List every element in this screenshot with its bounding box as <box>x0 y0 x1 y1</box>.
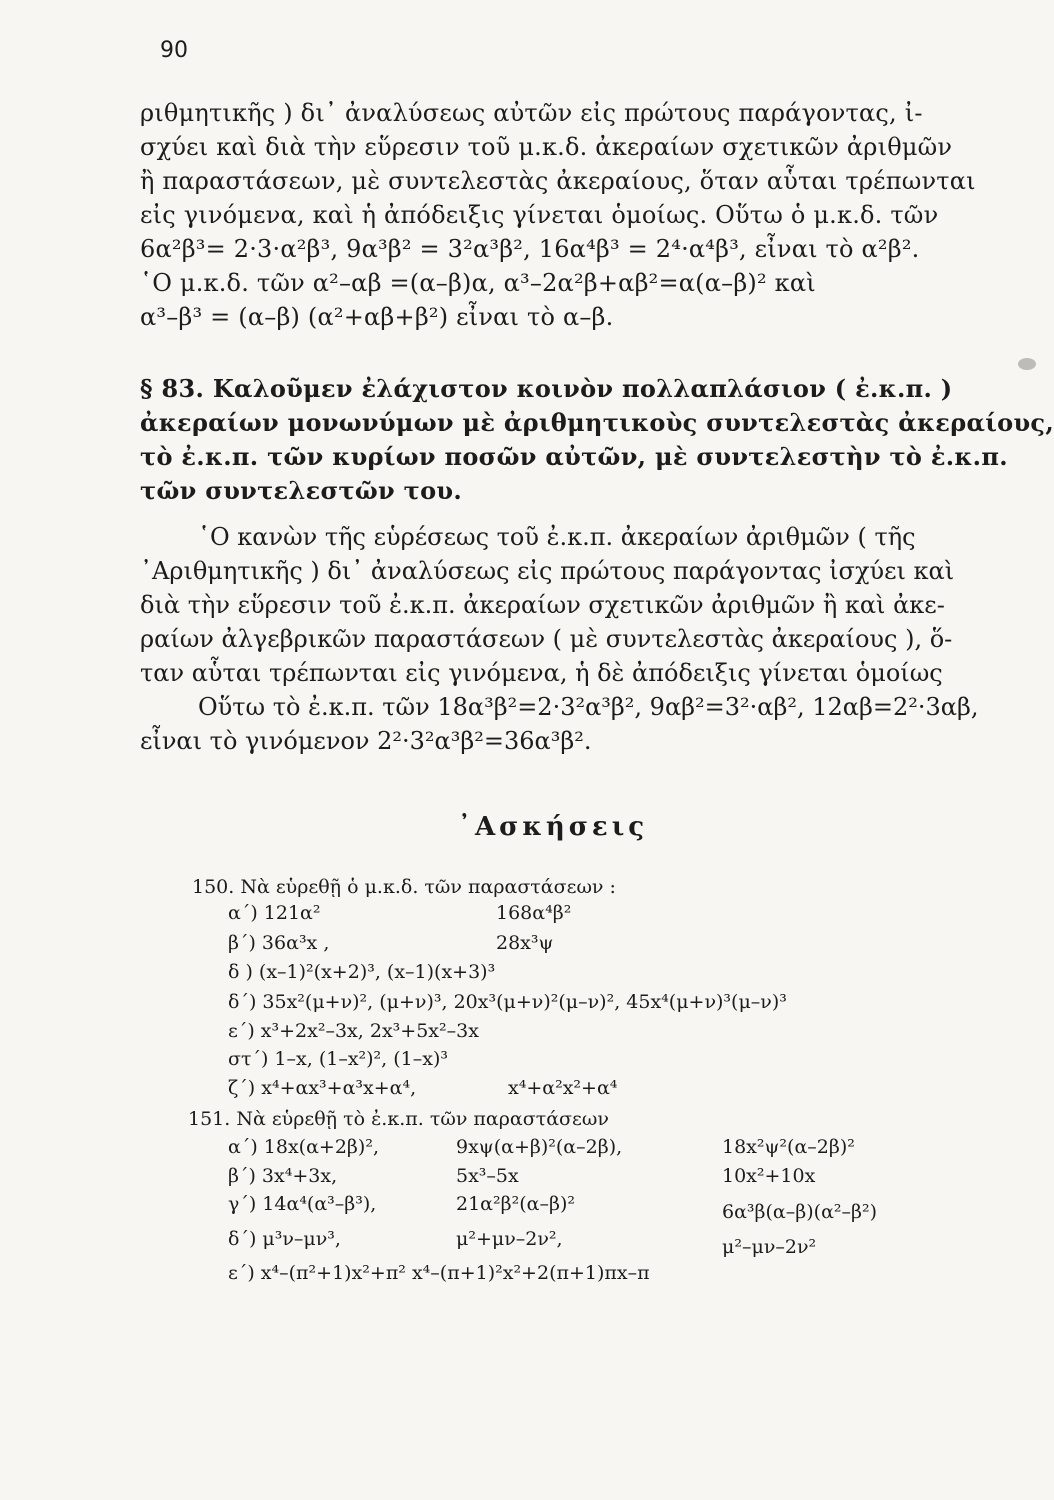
definition-line: § 83. Καλοῦμεν ἐλάχιστον κοινὸν πολλαπλάσιον ( ἐ.κ.π. ) <box>140 374 953 403</box>
exercise-expr: μ²+μν–2ν², <box>456 1228 563 1250</box>
text-line: ῾Ο μ.κ.δ. τῶν α²–αβ =(α–β)α, α³–2α²β+αβ²=α(α–β)² καὶ <box>140 269 816 297</box>
exercise-expr: γ΄) 14α⁴(α³–β³), <box>228 1193 377 1215</box>
text-line: ραίων ἀλγεβρικῶν παραστάσεων ( μὲ συντελεστὰς ἀκεραίους ), ὅ- <box>140 625 953 653</box>
text-line: Οὕτω τὸ ἐ.κ.π. τῶν 18α³β²=2·3²α³β², 9αβ²=3²·αβ², 12αβ=2²·3αβ, <box>198 693 979 721</box>
text-line: α³–β³ = (α–β) (α²+αβ+β²) εἶναι τὸ α–β. <box>140 303 614 331</box>
text-line: ριθμητικῆς ) δι᾽ ἀναλύσεως αὐτῶν εἰς πρώτους παράγοντας, ἰ- <box>140 99 923 127</box>
exercise-expr: β΄) 3x⁴+3x, <box>228 1165 338 1187</box>
exercise-item: δ ) (x–1)²(x+2)³, (x–1)(x+3)³ <box>228 961 496 983</box>
text-line: ἢ παραστάσεων, μὲ συντελεστὰς ἀκεραίους, ὅταν αὗται τρέπωνται <box>140 167 976 195</box>
exercise-expr: μ²–μν–2ν² <box>722 1236 817 1258</box>
exercise-expr: 168α⁴β² <box>496 902 572 924</box>
exercise-expr: 28x³ψ <box>496 932 554 954</box>
exercise-150-title: 150. Νὰ εὑρεθῇ ὁ μ.κ.δ. τῶν παραστάσεων : <box>192 876 616 898</box>
page-number: 90 <box>160 38 188 63</box>
bleed-through-mark <box>1018 358 1036 370</box>
exercise-expr: ζ΄) x⁴+αx³+α³x+α⁴, <box>228 1077 417 1099</box>
exercise-expr: 10x²+10x <box>722 1165 816 1187</box>
text-line: 6α²β³= 2·3·α²β³, 9α³β² = 3²α³β², 16α⁴β³ = 2⁴·α⁴β³, εἶναι τὸ α²β². <box>140 235 920 263</box>
definition-line: ἀκεραίων μονωνύμων μὲ ἀριθμητικοὺς συντελεστὰς ἀκεραίους, <box>140 408 1054 437</box>
exercise-expr: 21α²β²(α–β)² <box>456 1193 575 1215</box>
exercise-expr: 9xψ(α+β)²(α–2β), <box>456 1136 623 1158</box>
exercise-expr: 5x³–5x <box>456 1165 519 1187</box>
exercise-item: δ΄) 35x²(μ+ν)², (μ+ν)³, 20x³(μ+ν)²(μ–ν)², 45x⁴(μ+ν)³(μ–ν)³ <box>228 991 787 1013</box>
text-line: εἶναι τὸ γινόμενον 2²·3²α³β²=36α³β². <box>140 727 592 755</box>
exercise-expr: x⁴+α²x²+α⁴ <box>508 1077 618 1099</box>
exercise-151-title: 151. Νὰ εὑρεθῇ τὸ ἐ.κ.π. τῶν παραστάσεων <box>188 1108 609 1130</box>
text-line: ταν αὗται τρέπωνται εἰς γινόμενα, ἡ δὲ ἀπόδειξις γίνεται ὁμοίως <box>140 659 943 687</box>
exercise-expr: α΄) 121α² <box>228 902 321 924</box>
exercise-expr: α΄) 18x(α+2β)², <box>228 1136 379 1158</box>
text-line: εἰς γινόμενα, καὶ ἡ ἀπόδειξις γίνεται ὁμοίως. Οὕτω ὁ μ.κ.δ. τῶν <box>140 201 939 229</box>
rule-paragraph <box>140 520 990 758</box>
intro-paragraph <box>140 96 990 334</box>
text-line: διὰ τὴν εὕρεσιν τοῦ ἐ.κ.π. ἀκεραίων σχετικῶν ἀριθμῶν ἢ καὶ ἀκε- <box>140 591 945 619</box>
definition-line: τὸ ἐ.κ.π. τῶν κυρίων ποσῶν αὐτῶν, μὲ συντελεστὴν τὸ ἐ.κ.π. <box>140 442 1008 471</box>
section-83-definition <box>140 372 1054 508</box>
exercise-item: ε΄) x³+2x²–3x, 2x³+5x²–3x <box>228 1020 479 1042</box>
exercise-expr: δ΄) μ³ν–μν³, <box>228 1228 341 1250</box>
definition-line: τῶν συντελεστῶν του. <box>140 476 463 505</box>
exercise-expr: β΄) 36α³x , <box>228 932 330 954</box>
text-line: ᾿Αριθμητικῆς ) δι᾽ ἀναλύσεως εἰς πρώτους παράγοντας ἰσχύει καὶ <box>140 557 955 585</box>
text-line: σχύει καὶ διὰ τὴν εὕρεσιν τοῦ μ.κ.δ. ἀκεραίων σχετικῶν ἀριθμῶν <box>140 133 953 161</box>
exercise-expr: 18x²ψ²(α–2β)² <box>722 1136 855 1158</box>
exercise-item: στ΄) 1–x, (1–x²)², (1–x)³ <box>228 1048 449 1070</box>
text-line: ῾Ο κανὼν τῆς εὑρέσεως τοῦ ἐ.κ.π. ἀκεραίων ἀριθμῶν ( τῆς <box>198 523 916 551</box>
exercise-item: ε΄) x⁴–(π²+1)x²+π² x⁴–(π+1)²x²+2(π+1)πx–π <box>228 1262 650 1284</box>
exercises-heading: ᾿Ασκήσεις <box>458 812 649 842</box>
exercise-expr: 6α³β(α–β)(α²–β²) <box>722 1201 878 1223</box>
